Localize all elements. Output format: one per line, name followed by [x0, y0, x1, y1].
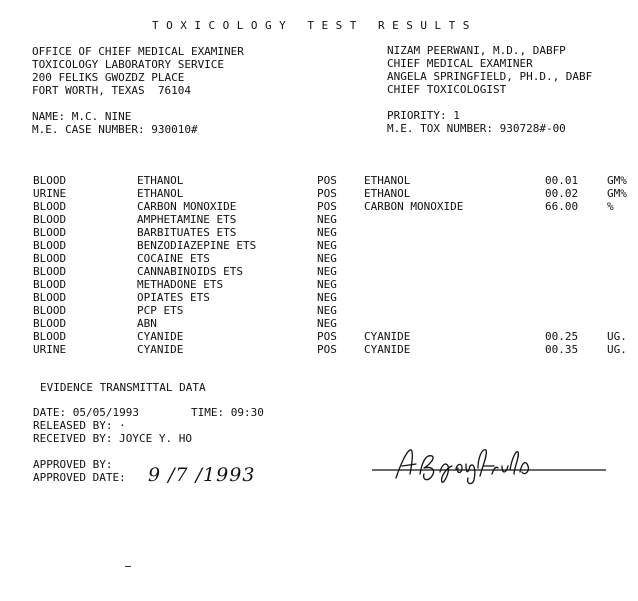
result-unit: GM% [607, 187, 627, 200]
result-value: 00.01 [545, 174, 579, 187]
result-test: COCAINE ETS [137, 252, 210, 265]
table-row [0, 200, 638, 213]
approved-by: APPROVED BY: [33, 458, 113, 471]
result-status: POS [317, 343, 337, 356]
result-test: AMPHETAMINE ETS [137, 213, 237, 226]
result-test: CYANIDE [137, 330, 184, 343]
result-status: NEG [317, 304, 337, 317]
result-status: NEG [317, 317, 337, 330]
table-row [0, 187, 638, 200]
table-row [0, 330, 638, 343]
office-line: FORT WORTH, TEXAS 76104 [32, 84, 191, 97]
result-specimen: BLOOD [33, 252, 67, 265]
result-status: POS [317, 330, 337, 343]
results-table [0, 174, 638, 360]
result-status: POS [317, 174, 337, 187]
official-line: ANGELA SPRINGFIELD, PH.D., DABF [387, 70, 593, 83]
result-test: CANNABINOIDS ETS [137, 265, 243, 278]
approved-date-handwritten: 9 /7 /1993 [148, 464, 256, 486]
result-test: METHADONE ETS [137, 278, 224, 291]
result-specimen: BLOOD [33, 174, 67, 187]
official-line: CHIEF MEDICAL EXAMINER [387, 57, 533, 70]
result-specimen: BLOOD [33, 239, 67, 252]
result-unit: UG. [607, 343, 627, 356]
table-row [0, 304, 638, 317]
result-status: NEG [317, 252, 337, 265]
tox-number: M.E. TOX NUMBER: 930728#-00 [387, 122, 566, 135]
table-row [0, 278, 638, 291]
result-specimen: BLOOD [33, 213, 67, 226]
result-test: OPIATES ETS [137, 291, 210, 304]
result-specimen: BLOOD [33, 291, 67, 304]
evidence-date: DATE: 05/05/1993 [33, 406, 139, 419]
office-line: TOXICOLOGY LABORATORY SERVICE [32, 58, 225, 71]
received-by: RECEIVED BY: JOYCE Y. HO [33, 432, 192, 445]
result-status: NEG [317, 226, 337, 239]
evidence-time: TIME: 09:30 [191, 406, 264, 419]
evidence-heading: EVIDENCE TRANSMITTAL DATA [40, 381, 206, 394]
result-value: 00.25 [545, 330, 579, 343]
table-row [0, 226, 638, 239]
result-test: ABN [137, 317, 157, 330]
result-specimen: BLOOD [33, 278, 67, 291]
table-row [0, 343, 638, 356]
result-value: 00.35 [545, 343, 579, 356]
result-test: ETHANOL [137, 174, 184, 187]
result-status: NEG [317, 239, 337, 252]
table-row [0, 213, 638, 226]
official-line: CHIEF TOXICOLOGIST [387, 83, 507, 96]
case-number: M.E. CASE NUMBER: 930010# [32, 123, 198, 136]
result-status: NEG [317, 278, 337, 291]
result-unit: GM% [607, 174, 627, 187]
office-line: 200 FELIKS GWOZDZ PLACE [32, 71, 185, 84]
approved-date-label: APPROVED DATE: [33, 471, 126, 484]
priority: PRIORITY: 1 [387, 109, 460, 122]
result-analyte: CYANIDE [364, 330, 411, 343]
result-specimen: BLOOD [33, 330, 67, 343]
result-specimen: BLOOD [33, 304, 67, 317]
result-analyte: ETHANOL [364, 187, 411, 200]
result-status: NEG [317, 291, 337, 304]
result-status: POS [317, 187, 337, 200]
table-row [0, 174, 638, 187]
result-value: 66.00 [545, 200, 579, 213]
result-specimen: BLOOD [33, 200, 67, 213]
table-row [0, 252, 638, 265]
table-row [0, 291, 638, 304]
result-specimen: BLOOD [33, 265, 67, 278]
result-status: NEG [317, 213, 337, 226]
result-status: POS [317, 200, 337, 213]
result-status: NEG [317, 265, 337, 278]
result-test: BARBITUATES ETS [137, 226, 237, 239]
result-analyte: ETHANOL [364, 174, 411, 187]
result-specimen: URINE [33, 343, 67, 356]
result-specimen: BLOOD [33, 226, 67, 239]
result-analyte: CARBON MONOXIDE [364, 200, 464, 213]
result-test: PCP ETS [137, 304, 184, 317]
report-title: TOXICOLOGY TEST RESULTS [152, 19, 477, 32]
result-test: CARBON MONOXIDE [137, 200, 237, 213]
result-test: CYANIDE [137, 343, 184, 356]
result-unit: UG. [607, 330, 627, 343]
table-row [0, 265, 638, 278]
office-line: OFFICE OF CHIEF MEDICAL EXAMINER [32, 45, 244, 58]
table-row [0, 317, 638, 330]
released-by: RELEASED BY: · [33, 419, 126, 432]
result-specimen: URINE [33, 187, 67, 200]
result-specimen: BLOOD [33, 317, 67, 330]
result-unit: % [607, 200, 614, 213]
result-analyte: CYANIDE [364, 343, 411, 356]
case-name: NAME: M.C. NINE [32, 110, 132, 123]
official-line: NIZAM PEERWANI, M.D., DABFP [387, 44, 566, 57]
signature-image [370, 444, 610, 488]
result-test: BENZODIAZEPINE ETS [137, 239, 257, 252]
stray-mark [125, 566, 131, 567]
table-row [0, 239, 638, 252]
result-value: 00.02 [545, 187, 579, 200]
result-test: ETHANOL [137, 187, 184, 200]
